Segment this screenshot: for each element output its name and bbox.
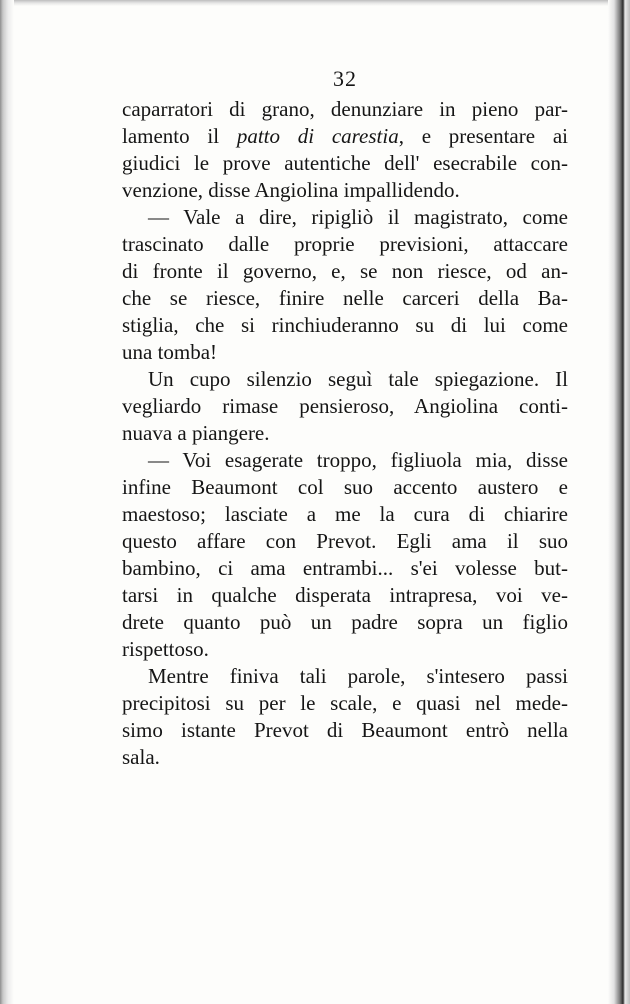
text-segment: , e presentare ai — [398, 124, 568, 148]
text-line: che se riesce, finire nelle carceri della Ba- — [122, 286, 568, 310]
text-line: tarsi in qualche disperata intrapresa, voi ve- — [122, 583, 568, 607]
text-line: Mentre finiva tali parole, s'intesero passi — [148, 664, 568, 688]
text-segment: lamento il — [122, 124, 237, 148]
text-line: bambino, ci ama entrambi... s'ei volesse but- — [122, 556, 568, 580]
text-line: simo istante Prevot di Beaumont entrò nella — [122, 718, 568, 742]
text-line — [122, 123, 568, 150]
text-line: nuava a piangere. — [122, 421, 270, 445]
text-line: rispettoso. — [122, 637, 209, 661]
body-text — [122, 96, 568, 771]
text-line: caparratori di grano, denunziare in pieno par- — [122, 97, 568, 121]
page-number: 32 — [333, 66, 357, 91]
text-line: trascinato dalle proprie previsioni, attaccare — [122, 232, 568, 256]
text-line: — Voi esagerate troppo, figliuola mia, disse — [148, 448, 568, 472]
text-line: stiglia, che si rinchiuderanno su di lui come — [122, 313, 568, 337]
text-line: giudici le prove autentiche dell' esecrabile con- — [122, 151, 568, 175]
text-line: una tomba! — [122, 340, 218, 364]
text-line: Un cupo silenzio seguì tale spiegazione. Il — [148, 367, 568, 391]
italic-phrase: patto di carestia — [236, 124, 399, 148]
text-line: questo affare con Prevot. Egli ama il suo — [122, 529, 568, 553]
text-line: — Vale a dire, ripigliò il magistrato, come — [148, 205, 568, 229]
page-top-edge — [0, 0, 630, 6]
text-line: maestoso; lasciate a me la cura di chiarire — [122, 502, 568, 526]
text-line: drete quanto può un padre sopra un figlio — [122, 610, 568, 634]
text-line: precipitosi su per le scale, e quasi nel mede- — [122, 691, 568, 715]
page-left-edge — [0, 0, 14, 1004]
text-line: infine Beaumont col suo accento austero e — [122, 475, 568, 499]
text-line: di fronte il governo, e, se non riesce, od an- — [122, 259, 568, 283]
text-line: vegliardo rimase pensieroso, Angiolina conti- — [122, 394, 568, 418]
text-line: venzione, disse Angiolina impallidendo. — [122, 178, 460, 202]
page-binding-edge — [608, 0, 630, 1004]
text-line: sala. — [122, 745, 160, 769]
